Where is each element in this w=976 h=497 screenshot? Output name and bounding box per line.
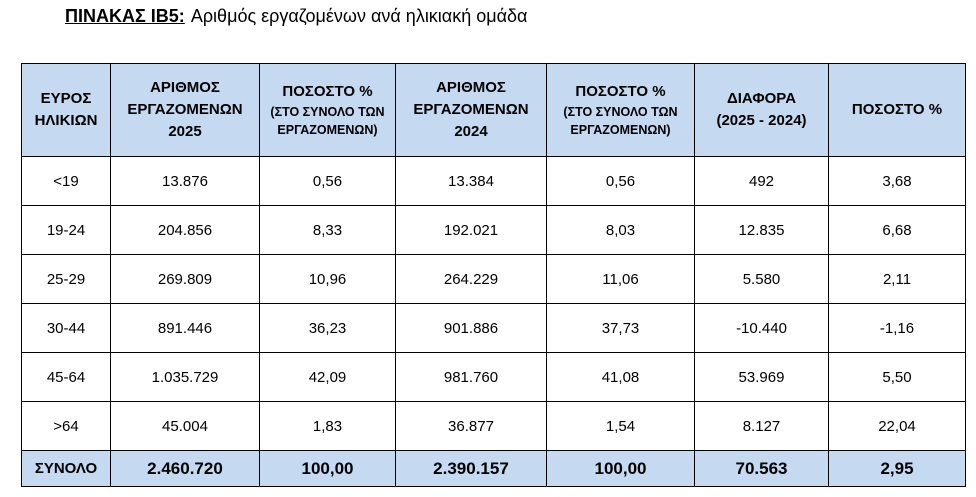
- percent-2025-cell: 0,56: [260, 157, 396, 206]
- workers-2024-cell: 264.229: [396, 255, 547, 304]
- workers-2025-cell: 891.446: [111, 304, 260, 353]
- total-workers-2024-cell: 2.390.157: [396, 451, 547, 487]
- total-workers-2025-cell: 2.460.720: [111, 451, 260, 487]
- workers-2024-cell: 36.877: [396, 402, 547, 451]
- percent-change-cell: 6,68: [829, 206, 966, 255]
- percent-2024-cell: 0,56: [547, 157, 695, 206]
- difference-cell: 53.969: [695, 353, 829, 402]
- percent-2024-cell: 37,73: [547, 304, 695, 353]
- header-workers-2024: ΑΡΙΘΜΟΣ ΕΡΓΑΖΟΜΕΝΩΝ 2024: [396, 64, 547, 157]
- age-range-cell: >64: [22, 402, 111, 451]
- workers-2025-cell: 45.004: [111, 402, 260, 451]
- table-row: [22, 353, 966, 402]
- header-percent-change: ΠΟΣΟΣΤΟ %: [829, 64, 966, 157]
- header-age-range: ΕΥΡΟΣ ΗΛΙΚΙΩΝ: [22, 64, 111, 157]
- workers-2024-cell: 192.021: [396, 206, 547, 255]
- percent-2024-cell: 8,03: [547, 206, 695, 255]
- workers-2025-cell: 204.856: [111, 206, 260, 255]
- age-range-cell: 19-24: [22, 206, 111, 255]
- total-age-range-cell: ΣΥΝΟΛΟ: [22, 451, 111, 487]
- table-row: [22, 157, 966, 206]
- header-difference: ΔΙΑΦΟΡΑ (2025 - 2024): [695, 64, 829, 157]
- difference-cell: 8.127: [695, 402, 829, 451]
- difference-cell: 12.835: [695, 206, 829, 255]
- header-percent-2025: ΠΟΣΟΣΤΟ % (ΣΤΟ ΣΥΝΟΛΟ ΤΩΝ ΕΡΓΑΖΟΜΕΝΩΝ): [260, 64, 396, 157]
- age-range-cell: 45-64: [22, 353, 111, 402]
- total-percent-2025-cell: 100,00: [260, 451, 396, 487]
- percent-2024-cell: 41,08: [547, 353, 695, 402]
- workers-2024-cell: 901.886: [396, 304, 547, 353]
- total-difference-cell: 70.563: [695, 451, 829, 487]
- percent-2024-cell: 1,54: [547, 402, 695, 451]
- percent-change-cell: 5,50: [829, 353, 966, 402]
- header-row: [22, 64, 966, 157]
- percent-2025-cell: 1,83: [260, 402, 396, 451]
- percent-2024-cell: 11,06: [547, 255, 695, 304]
- workers-2025-cell: 1.035.729: [111, 353, 260, 402]
- table-caption: Αριθμός εργαζομένων ανά ηλικιακή ομάδα: [190, 6, 528, 26]
- age-range-cell: 25-29: [22, 255, 111, 304]
- age-range-cell: <19: [22, 157, 111, 206]
- percent-2025-cell: 10,96: [260, 255, 396, 304]
- age-range-cell: 30-44: [22, 304, 111, 353]
- page-title: [65, 6, 527, 27]
- difference-cell: -10.440: [695, 304, 829, 353]
- table-row: [22, 304, 966, 353]
- workers-2024-cell: 13.384: [396, 157, 547, 206]
- percent-2025-cell: 42,09: [260, 353, 396, 402]
- difference-cell: 5.580: [695, 255, 829, 304]
- percent-change-cell: 3,68: [829, 157, 966, 206]
- percent-change-cell: 2,11: [829, 255, 966, 304]
- header-percent-2024: ΠΟΣΟΣΤΟ % (ΣΤΟ ΣΥΝΟΛΟ ΤΩΝ ΕΡΓΑΖΟΜΕΝΩΝ): [547, 64, 695, 157]
- workers-2025-cell: 269.809: [111, 255, 260, 304]
- table-row: [22, 255, 966, 304]
- total-percent-2024-cell: 100,00: [547, 451, 695, 487]
- workers-2024-cell: 981.760: [396, 353, 547, 402]
- total-row: [22, 451, 966, 487]
- table-row: [22, 402, 966, 451]
- header-workers-2025: ΑΡΙΘΜΟΣ ΕΡΓΑΖΟΜΕΝΩΝ 2025: [111, 64, 260, 157]
- percent-2025-cell: 36,23: [260, 304, 396, 353]
- table-label: ΠΙΝΑΚΑΣ ΙΒ5:: [65, 6, 185, 26]
- percent-change-cell: -1,16: [829, 304, 966, 353]
- percent-2025-cell: 8,33: [260, 206, 396, 255]
- workers-by-age-table: [21, 63, 966, 487]
- workers-2025-cell: 13.876: [111, 157, 260, 206]
- difference-cell: 492: [695, 157, 829, 206]
- table-row: [22, 206, 966, 255]
- percent-change-cell: 22,04: [829, 402, 966, 451]
- total-percent-change-cell: 2,95: [829, 451, 966, 487]
